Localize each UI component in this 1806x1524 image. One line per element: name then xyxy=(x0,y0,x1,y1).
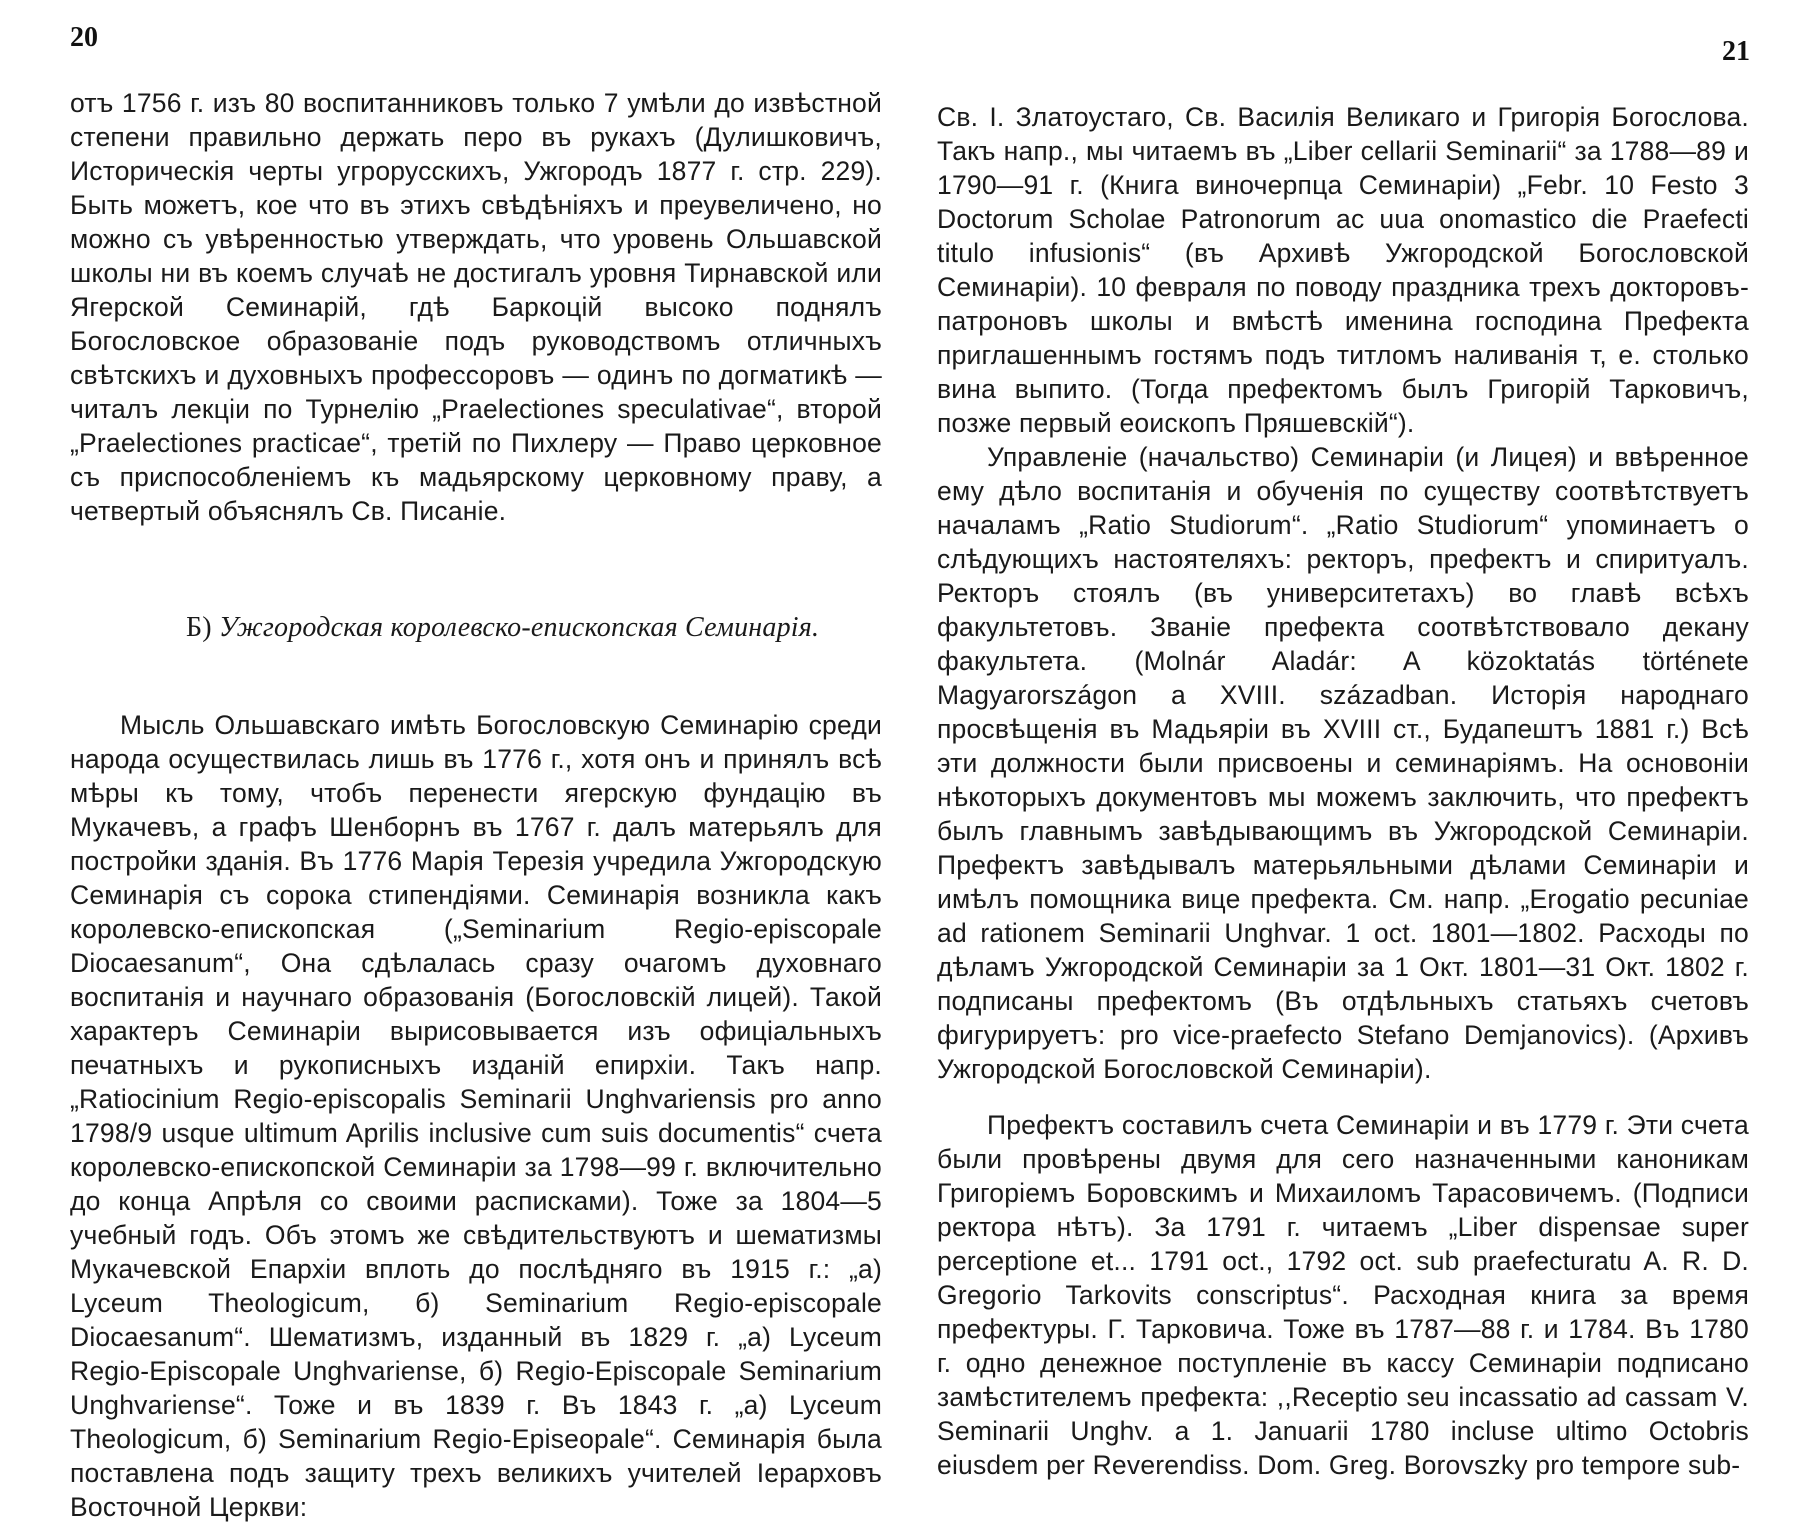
paragraph-gap xyxy=(937,1086,1749,1108)
right-page-body xyxy=(937,100,1749,1482)
page-number-right: 21 xyxy=(1722,36,1750,67)
section-title: Ужгородская королевско-епископская Семинарія. xyxy=(219,612,820,643)
left-page-body xyxy=(70,86,882,1524)
right-paragraph-3: Префектъ составилъ счета Семинаріи и въ 1779 г. Эти счета были провѣрены двумя для сего назначенными каноникам Григоріемъ Боровскимъ и Михаиломъ Тарасовичемъ. (Подписи ректора нѣтъ). За 1791 г. читаемъ „Liber dispensae super perceptione et... 1791 oct., 1792 oct. sub praefecturatu A. R. D. Gregorio Tarkovits conscriptus“. Расходная книга за время префектуры. Г. Тарковича. Тоже въ 1787—88 г. и 1784. Въ 1780 г. одно денежное поступленіе въ кассу Семинаріи подписано замѣстителемъ префекта: ,,Receptio seu incassatio ad cassam V. Seminarii Unghv. a 1. Januarii 1780 incluse ultimo Octobris eiusdem per Reverendiss. Dom. Greg. Borovszky pro tempore sub- xyxy=(937,1110,1749,1480)
right-paragraph-2: Управленіе (начальство) Семинаріи (и Лицея) и ввѣренное ему дѣло воспитанія и обученія по существу соотвѣтствуетъ началамъ „Ratio Studiorum“. „Ratio Studiorum“ упоминаетъ о слѣдующихъ настоятеляхъ: ректоръ, префектъ и спиритуалъ. Ректоръ стоялъ (въ университетахъ) во главѣ всѣхъ факультетовъ. Званіе префекта соотвѣтствовало декану факультета. (Molnár Aladár: A közoktatás története Magyarországon a XVIII. században. Исторія народнаго просвѣщенія въ Мадьяріи въ XVIII ст., Будапештъ 1881 г.) Всѣ эти должности были присвоены и семинаріямъ. На основоніи нѣкоторыхъ документовъ мы можемъ заключить, что префектъ былъ главнымъ завѣдывающимъ въ Ужгородской Семинаріи. Префектъ завѣдывалъ матерьяльными дѣлами Семинаріи и имѣлъ помощника вице префекта. См. напр. „Erogatio pecuniae ad rationem Seminarii Unghvar. 1 oct. 1801—1802. Расходы по дѣламъ Ужгородской Семинаріи за 1 Окт. 1801—31 Окт. 1802 г. подписаны префектомъ (Въ отдѣльныхъ статьяхъ счетовъ фигурируетъ: pro vice-praefecto Stefano Demjanovics). (Архивъ Ужгородской Богословской Семинаріи). xyxy=(937,442,1749,1084)
right-paragraph-1: Св. І. Златоустаго, Св. Василія Великаго и Григорія Богослова. Такъ напр., мы читаемъ въ „Liber cellarii Seminarii“ за 1788—89 и 1790—91 г. (Книга виночерпца Семинаріи) „Febr. 10 Festo 3 Doctorum Scholae Patronorum ac uua onomastico die Praefecti titulo infusionis“ (въ Архивѣ Ужгородской Богословской Семинаріи). 10 февраля по поводу праздника трехъ докторовъ-патроновъ школы и вмѣстѣ именина господина Префекта приглашеннымъ гостямъ подъ титломъ наливанія т, е. столько вина выпито. (Тогда префектомъ былъ Григорій Тарковичъ, позже первый еоископъ Пряшевскій“). xyxy=(937,102,1749,438)
section-label: Б) xyxy=(186,612,212,643)
left-paragraph-2: Мысль Ольшавскаго имѣть Богословскую Семинарію среди народа осуществилась лишь въ 1776 г., хотя онъ и принялъ всѣ мѣры къ тому, чтобъ перенести ягерскую фундацію въ Мукачевъ, а графъ Шенборнъ въ 1767 г. далъ матерьялъ для постройки зданія. Въ 1776 Марія Терезія учредила Ужгородскую Семинарія съ сорока стипендіями. Семинарія возникла какъ королевско-епископская („Seminarium Regio-episcopale Diocaesanum“, Она сдѣлалась сразу очагомъ духовнаго воспитанія и научнаго образованія (Богословскій лицей). Такой характеръ Семинаріи вырисовывается изъ офиціальныхъ печатныхъ и рукописныхъ изданій епирхіи. Такъ напр. „Ratiocinium Regio-episcopalis Seminarii Unghvariensis pro anno 1798/9 usque ultimum Aprilis inclusive cum suis documentis“ счета королевско-епископской Семинаріи за 1798—99 г. включительно до конца Апрѣля со своими расписками). Тоже за 1804—5 учебный годъ. Объ этомъ же свѣдительствуютъ и шематизмы Мукачевской Епархіи вплоть до послѣдняго въ 1915 г.: „а) Lyceum Theologicum, б) Seminarium Regio-episcopale Diocaesanum“. Шематизмъ, изданный въ 1829 г. „а) Lyceum Regio-Episcopale Unghvariense, б) Regio-Episcopale Seminarium Unghvariense“. Тоже и въ 1839 г. Въ 1843 г. „а) Lyceum Theologicum, б) Seminarium Regio-Episeopale“. Семинарія была поставлена подъ защиту трехъ великихъ учителей Іерарховъ Восточной Церкви: xyxy=(70,710,882,1522)
section-heading xyxy=(70,610,882,646)
page-number-left: 20 xyxy=(70,22,98,53)
left-paragraph-1: отъ 1756 г. изъ 80 воспитанниковъ только 7 умѣли до извѣстной степени правильно держать перо въ рукахъ (Дулишковичъ, Историческія черты угрорусскихъ, Ужгородъ 1877 г. стр. 229). Быть можетъ, кое что въ этихъ свѣдѣніяхъ и преувеличено, но можно съ увѣренностью утверждать, что уровень Ольшавской школы ни въ коемъ случаѣ не достигалъ уровня Тирнавской или Ягерской Семинарій, гдѣ Баркоцій высоко поднялъ Богословское образованіе подъ руководствомъ отличныхъ свѣтскихъ и духовныхъ профессоровъ — одинъ по догматикѣ — читалъ лекціи по Турнелію „Praelectiones speculativae“, второй „Praelectiones practicae“, третій по Пихлеру — Право церковное съ приспособленіемъ къ мадьярскому церковному праву, а четвертый объяснялъ Св. Писаніе. xyxy=(70,88,882,526)
right-page xyxy=(903,0,1806,1500)
left-page xyxy=(0,0,903,1522)
